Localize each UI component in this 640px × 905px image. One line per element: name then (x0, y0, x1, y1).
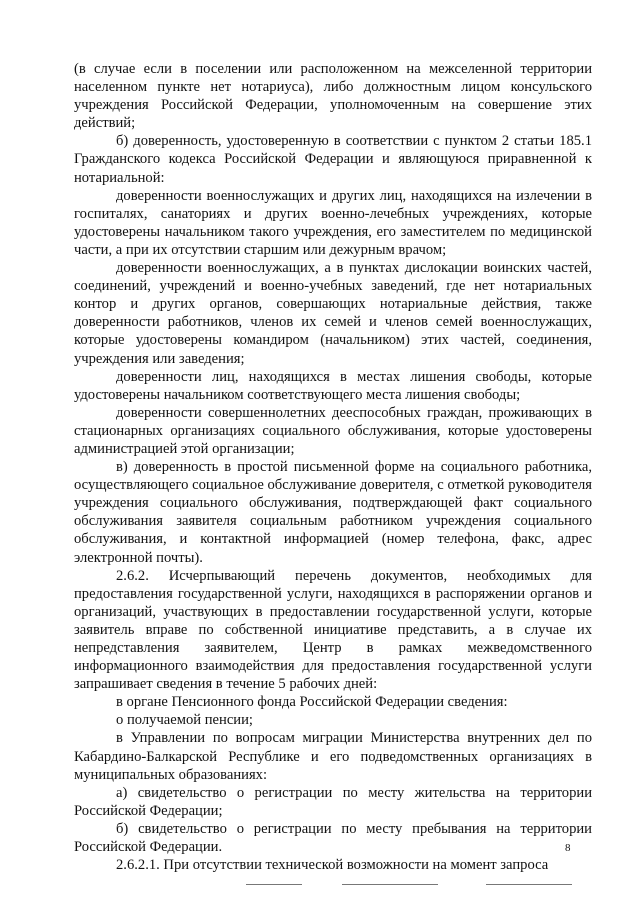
paragraph-6: доверенности совершеннолетних дееспособных граждан, проживающих в стационарных организациях социального обслуживания, которые удостоверены администрацией этой организации; (74, 404, 592, 457)
body-text (74, 60, 592, 874)
paragraph-1: (в случае если в поселении или расположенном на межселенной территории населенном пункте нет нотариуса), либо должностным лицом консульского учреждения Российской Федерации, уполномоченным на совершение этих действий; (74, 61, 592, 132)
paragraph-4: доверенности военнослужащих, а в пунктах дислокации воинских частей, соединений, учреждений и военно-учебных заведений, где нет нотариальных контор и других органов, совершающих нотариальные действия, также доверенности работников, членов их семей и членов семей военнослужащих, которые удостоверены командиром (начальником) этих частей, соединения, учреждения или заведения; (74, 260, 592, 367)
paragraph-3: доверенности военнослужащих и других лиц, находящихся на излечении в госпиталях, санаториях и других военно-лечебных учреждениях, которые удостоверены начальником такого учреждения, его заместителем по медицинской части, а при их отсутствии старшим или дежурным врачом; (74, 187, 592, 258)
paragraph-12: а) свидетельство о регистрации по месту жительства на территории Российской Федерации; (74, 784, 592, 819)
paragraph-14: 2.6.2.1. При отсутствии технической возможности на момент запроса (116, 857, 549, 874)
paragraph-8: 2.6.2. Исчерпывающий перечень документов, необходимых для предоставления государственной услуги, находящихся в распоряжении органов и организаций, участвующих в предоставлении государственной услуги, которые заявитель вправе по собственной инициативе представить, а в случае их непредставления заявителем, Центр в рамках межведомственного информационного взаимодействия для предоставления государственной услуги запрашивает сведения в течение 5 рабочих дней: (74, 567, 592, 693)
page-number: 8 (565, 842, 571, 854)
paragraph-7: в) доверенность в простой письменной форме на социального работника, осуществляющего социальное обслуживание доверителя, с отметкой руководителя учреждения социального обслуживания, подтверждающей факт социального обслуживания заявителя социальным работником учреждения социального обслуживания, и контактной информацией (номер телефона, факс, адрес электронной почты). (74, 459, 592, 566)
paragraph-9: в органе Пенсионного фонда Российской Федерации сведения: (116, 694, 508, 711)
footer-divider-left (246, 884, 302, 885)
paragraph-10: о получаемой пенсии; (116, 712, 253, 729)
footer-divider-right (486, 884, 572, 885)
paragraph-5: доверенности лиц, находящихся в местах лишения свободы, которые удостоверены начальником соответствующего места лишения свободы; (74, 368, 592, 403)
paragraph-11: в Управлении по вопросам миграции Министерства внутренних дел по Кабардино-Балкарской Республике и его подведомственных организациях в муниципальных образованиях: (74, 730, 592, 783)
paragraph-13: б) свидетельство о регистрации по месту пребывания на территории Российской Федерации. (74, 820, 592, 856)
footer-divider-center (342, 884, 438, 885)
paragraph-2: б) доверенность, удостоверенную в соответствии с пунктом 2 статьи 185.1 Гражданского кодекса Российской Федерации и являющуюся приравненной к нотариальной: (74, 133, 592, 186)
